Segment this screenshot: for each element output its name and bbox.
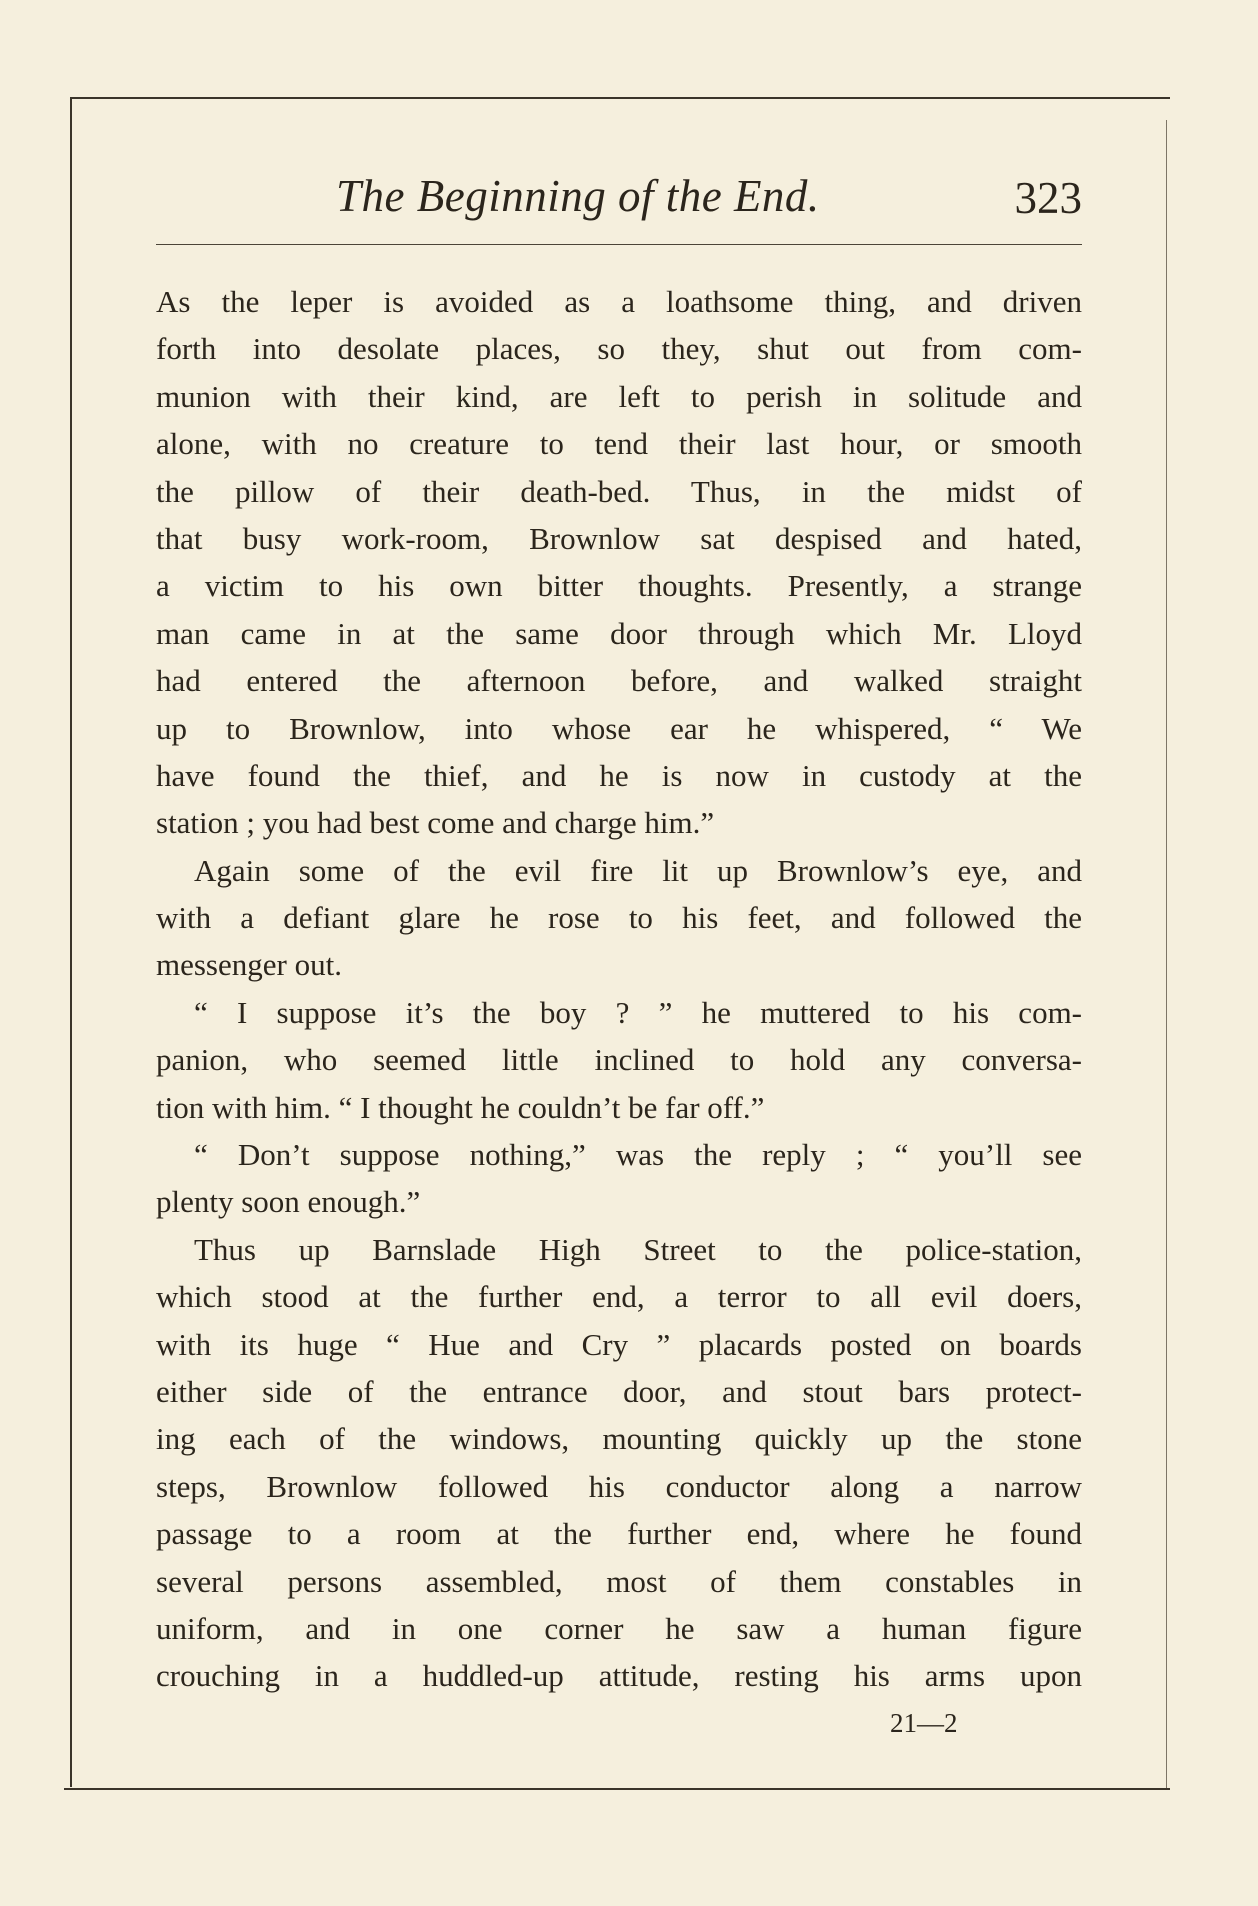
text-line: “ Don’t suppose nothing,” was the reply ; “ you’ll see: [194, 1137, 1082, 1173]
page-border-top: [70, 97, 1170, 99]
running-header: [156, 170, 1082, 240]
page-border-right: [1166, 120, 1167, 1790]
text-line: crouching in a huddled-up attitude, resting his arms upon: [156, 1658, 1082, 1694]
text-line: panion, who seemed little inclined to hold any conversa-: [156, 1042, 1082, 1078]
text-line: ing each of the windows, mounting quickly up the stone: [156, 1421, 1082, 1457]
text-line: plenty soon enough.”: [156, 1184, 421, 1220]
page-border-bottom: [64, 1788, 1170, 1790]
text-line: “ I suppose it’s the boy ? ” he muttered to his com-: [194, 994, 1082, 1030]
text-line: with its huge “ Hue and Cry ” placards posted on boards: [156, 1326, 1082, 1362]
text-line: up to Brownlow, into whose ear he whispered, “ We: [156, 710, 1082, 746]
text-line: station ; you had best come and charge him.”: [156, 805, 715, 841]
text-line: As the leper is avoided as a loathsome thing, and driven: [156, 284, 1082, 319]
text-line: messenger out.: [156, 947, 342, 983]
text-line: tion with him. “ I thought he couldn’t be far off.”: [156, 1089, 765, 1125]
text-line: steps, Brownlow followed his conductor along a narrow: [156, 1468, 1082, 1504]
text-line: either side of the entrance door, and stout bars protect-: [156, 1373, 1082, 1409]
text-line: which stood at the further end, a terror to all evil doers,: [156, 1279, 1082, 1315]
page-number: 323: [1014, 173, 1082, 223]
text-line: man came in at the same door through which Mr. Lloyd: [156, 615, 1082, 651]
text-line: that busy work-room, Brownlow sat despised and hated,: [156, 520, 1082, 556]
text-line: passage to a room at the further end, where he found: [156, 1516, 1082, 1552]
text-line: with a defiant glare he rose to his feet, and followed the: [156, 900, 1082, 936]
signature-mark: 21—2: [890, 1708, 958, 1738]
text-line: forth into desolate places, so they, shut out from com-: [156, 331, 1082, 367]
text-line: had entered the afternoon before, and walked straight: [156, 663, 1082, 699]
text-line: munion with their kind, are left to perish in solitude and: [156, 378, 1082, 414]
body-text: [156, 278, 1082, 1700]
text-line: alone, with no creature to tend their last hour, or smooth: [156, 426, 1082, 462]
text-line: have found the thief, and he is now in custody at the: [156, 757, 1082, 793]
running-title: The Beginning of the End.: [336, 171, 820, 221]
text-line: Again some of the evil fire lit up Brownlow’s eye, and: [194, 852, 1082, 888]
page-border-left: [70, 97, 72, 1787]
text-line: uniform, and in one corner he saw a human figure: [156, 1610, 1082, 1646]
text-line: a victim to his own bitter thoughts. Presently, a strange: [156, 568, 1082, 604]
text-line: Thus up Barnslade High Street to the police-station,: [194, 1231, 1082, 1267]
text-line: several persons assembled, most of them constables in: [156, 1563, 1082, 1599]
text-line: the pillow of their death-bed. Thus, in the midst of: [156, 473, 1082, 509]
header-rule: [156, 244, 1082, 245]
